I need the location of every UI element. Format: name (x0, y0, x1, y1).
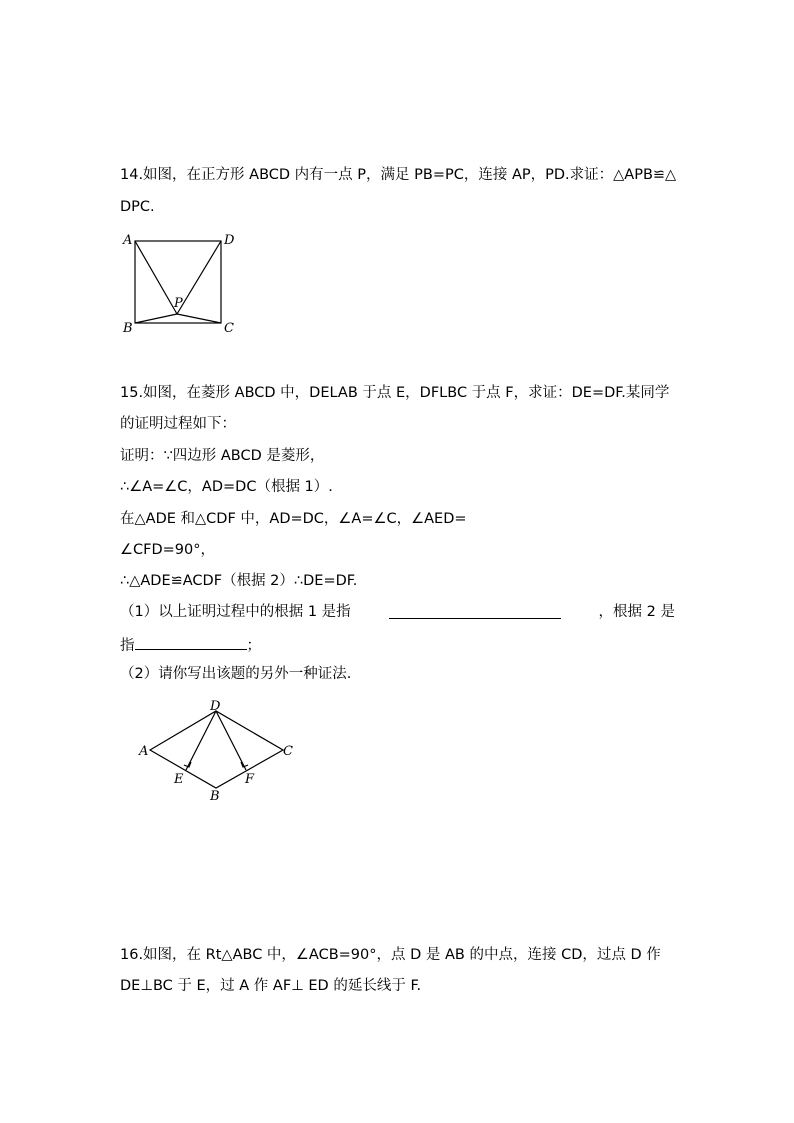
q15-sub1-part4: ； (246, 638, 261, 654)
q14-square-figure (118, 228, 243, 340)
label-f: F (245, 772, 255, 787)
segment-bp (135, 314, 177, 323)
answer-blank-2[interactable] (135, 633, 247, 650)
q14-text-line-2: DPC. (120, 199, 155, 215)
q15-sub1-part1: （1）以上证明过程中的根据 1 是指 (120, 604, 351, 620)
q14-text-line-1: 14.如图，在正方形 ABCD 内有一点 P，满足 PB=PC，连接 AP，PD.求证：△APB≌△ (120, 167, 677, 183)
q15-proof-line-1: 证明：∵四边形 ABCD 是菱形， (120, 448, 325, 464)
q15-rhombus-figure (132, 695, 302, 807)
label-e: E (174, 772, 184, 787)
segment-dp (177, 241, 221, 314)
q15-sub1-part3: 指 (120, 638, 135, 654)
q15-proof-line-4: ∠CFD=90°， (120, 542, 215, 558)
label-p: P (174, 296, 183, 311)
q15-text-line-1: 15.如图，在菱形 ABCD 中，DELAB 于点 E，DFLBC 于点 F，求证：DE=DF.某同学 (120, 385, 670, 401)
q15-sub1-part2: ，根据 2 是 (598, 604, 675, 620)
q15-sub1-line (120, 602, 675, 622)
q15-proof-line-3: 在△ADE 和△CDF 中，AD=DC，∠A=∠C，∠AED= (120, 511, 467, 527)
q15-proof-line-5: ∴△ADE≌ACDF（根据 2）∴DE=DF. (120, 573, 358, 589)
label-b: B (210, 789, 220, 804)
label-b: B (123, 321, 133, 336)
q16-text-line-2: DE⊥BC 于 E，过 A 作 AF⊥ ED 的延长线于 F. (120, 978, 422, 994)
label-c: C (224, 321, 234, 336)
label-a: A (123, 233, 133, 248)
label-d: D (224, 233, 235, 248)
q15-text-line-2: 的证明过程如下： (120, 416, 236, 432)
q15-sub1-line-2 (120, 633, 261, 656)
answer-blank-1[interactable] (389, 602, 561, 619)
q15-proof-line-2: ∴∠A=∠C，AD=DC（根据 1）. (120, 479, 333, 495)
rhombus-abcd (150, 711, 283, 788)
label-a: A (139, 744, 149, 759)
label-c: C (283, 744, 293, 759)
q15-sub2-line: （2）请你写出该题的另外一种证法. (120, 666, 352, 682)
segment-cp (177, 314, 221, 323)
q16-text-line-1: 16.如图，在 Rt△ABC 中，∠ACB=90°，点 D 是 AB 的中点，连接 CD，过点 D 作 (120, 947, 661, 963)
label-d: D (210, 699, 221, 714)
segment-ap (135, 241, 177, 314)
